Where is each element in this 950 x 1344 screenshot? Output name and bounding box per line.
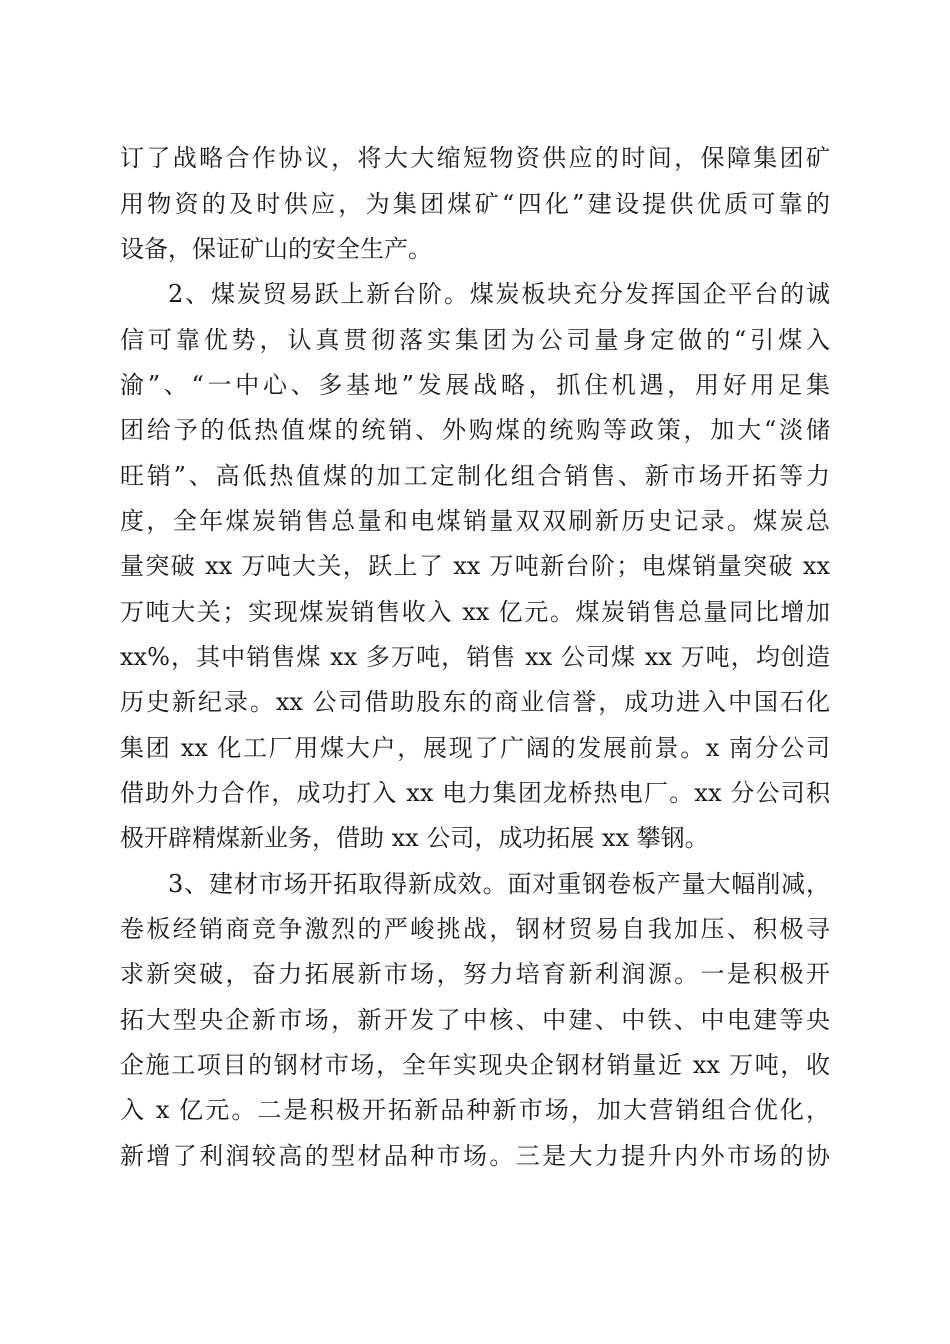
paragraph-heading-coal: 2、煤炭贸易跃上新台阶。煤炭板块充分发挥国企平台的诚: [168, 280, 830, 308]
text-line: 极开辟精煤新业务，借助 xx 公司，成功拓展 xx 攀钢。: [120, 824, 709, 852]
text-line: 渝”、“一中心、多基地”发展战略，抓住机遇，用好用足集: [120, 371, 830, 399]
text-line: 度，全年煤炭销售总量和电煤销量双双刷新历史记录。煤炭总: [120, 507, 830, 535]
paragraph-heading-building-materials: 3、建材市场开拓取得新成效。面对重钢卷板产量大幅削减，: [168, 870, 830, 898]
text-line: 新增了利润较高的型材品种市场。三是大力提升内外市场的协: [120, 1142, 830, 1170]
text-line: 量突破 xx 万吨大关，跃上了 xx 万吨新台阶；电煤销量突破 xx: [120, 552, 830, 580]
text-line: 拓大型央企新市场，新开发了中核、中建、中铁、中电建等央: [120, 1006, 830, 1034]
text-line: 借助外力合作，成功打入 xx 电力集团龙桥热电厂。xx 分公司积: [120, 779, 830, 807]
text-line: 设备，保证矿山的安全生产。: [120, 235, 432, 263]
text-line: 入 x 亿元。二是积极开拓新品种新市场，加大营销组合优化，: [120, 1096, 830, 1124]
text-line: 求新突破，奋力拓展新市场，努力培育新利润源。一是积极开: [120, 960, 830, 988]
text-line: xx%，其中销售煤 xx 多万吨，销售 xx 公司煤 xx 万吨，均创造: [120, 643, 830, 671]
text-line: 信可靠优势，认真贯彻落实集团为公司量身定做的“引煤入: [120, 326, 830, 354]
text-line: 用物资的及时供应，为集团煤矿“四化”建设提供优质可靠的: [120, 190, 830, 218]
text-line: 历史新纪录。xx 公司借助股东的商业信誉，成功进入中国石化: [120, 688, 830, 716]
text-line: 集团 xx 化工厂用煤大户，展现了广阔的发展前景。x 南分公司: [120, 734, 830, 762]
text-line: 卷板经销商竞争激烈的严峻挑战，钢材贸易自我加压、积极寻: [120, 915, 830, 943]
text-line: 团给予的低热值煤的统销、外购煤的统购等政策，加大“淡储: [120, 416, 830, 444]
text-line: 旺销”、高低热值煤的加工定制化组合销售、新市场开拓等力: [120, 462, 830, 490]
text-line: 万吨大关；实现煤炭销售收入 xx 亿元。煤炭销售总量同比增加: [120, 598, 830, 626]
text-line: 订了战略合作协议，将大大缩短物资供应的时间，保障集团矿: [120, 144, 830, 172]
text-line: 企施工项目的钢材市场，全年实现央企钢材销量近 xx 万吨，收: [120, 1051, 830, 1079]
